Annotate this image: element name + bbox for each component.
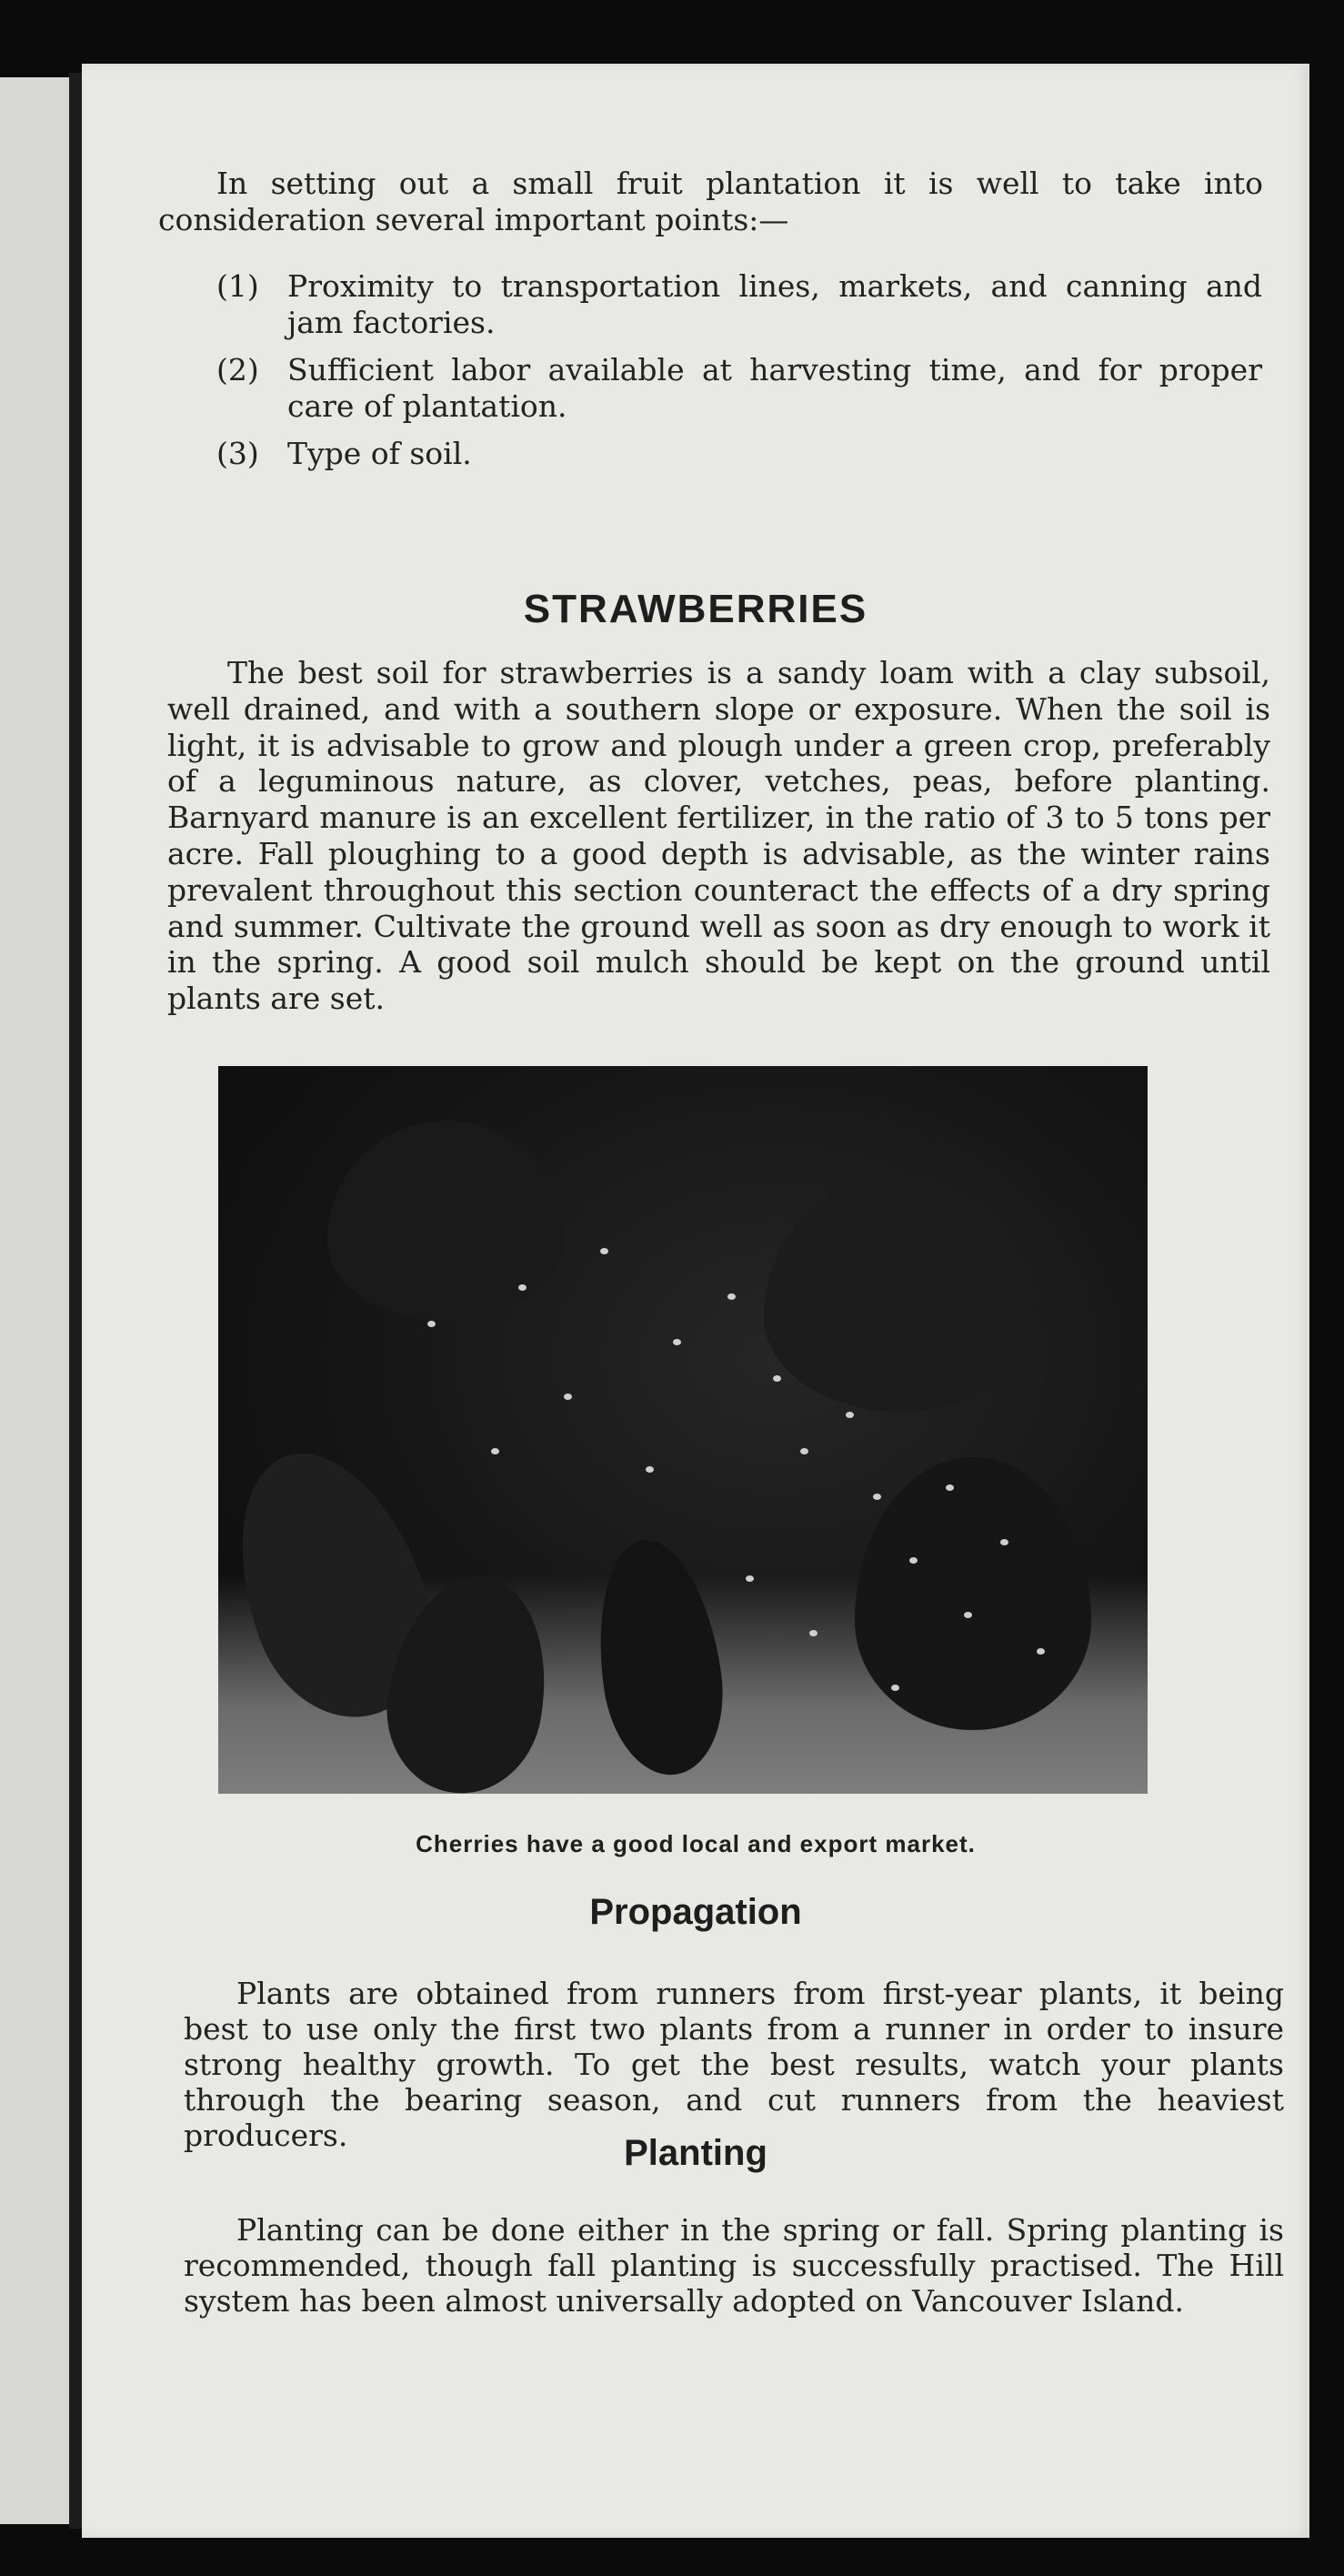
photo-cherry [1037,1648,1045,1655]
photo-leaf [764,1175,1037,1412]
propagation-paragraph: Plants are obtained from runners from first-year plants, it being best to use only the first two plants from a runner in order to insure strong healthy growth. To get the best results, watch your plants through the bearing season, and cut runners from the heaviest producers. [184,1976,1284,2153]
list-item-text: Proximity to transportation lines, markets, and canning and jam factories. [287,268,1262,340]
photo-leaf [327,1121,564,1321]
list-item-text: Type of soil. [287,436,472,471]
document-page [82,64,1309,2538]
photo-cherry [909,1557,918,1564]
photo-cherry [646,1466,654,1473]
photo-leaf [855,1457,1091,1730]
planting-paragraph: Planting can be done either in the spring or fall. Spring planting is recommended, though fall planting is successfully practised. The Hill system has been almost universally adopted on Vancouver Island. [184,2212,1284,2319]
photo-cherry [564,1394,572,1400]
photo-cherry [800,1448,808,1454]
strawberries-heading: STRAWBERRIES [523,587,868,631]
book-spine [69,73,82,2529]
photo-cherry [846,1412,854,1418]
strawberries-paragraph: The best soil for strawberries is a sandy loam with a clay subsoil, well drained, and with a southern slope or exposure. When the soil is light, it is advisable to grow and plough under a green crop, preferably of a leguminous nature, as clover, vetches, peas, before planting. Barnyard manure is an excellent fertilizer, in the ratio of 3 to 5 tons per acre. Fall ploughing to a good depth is advisable, as the winter rains prevalent throughout this section counteract the effects of a dry spring and summer. Cultivate the ground well as soon as dry enough to work it in the spring. A good soil mulch should be kept on the ground until plants are set. [167,655,1270,1017]
photo-cherry [518,1284,527,1291]
list-item-number: (2) [216,352,259,387]
photo-cherry [600,1248,608,1254]
list-item-text: Sufficient labor available at harvesting time, and for proper care of plantation. [287,352,1262,424]
list-item-number: (3) [216,436,259,471]
list-item [216,268,1262,341]
points-list [216,268,1262,483]
photo-cherry [946,1484,954,1491]
photo-cherry [746,1575,754,1582]
intro-paragraph: In setting out a small fruit plantation it is well to take into consideration several important points:— [158,166,1263,237]
cherry-tree-photo [218,1066,1148,1794]
propagation-heading: Propagation [589,1892,802,1932]
photo-cherry [873,1494,881,1500]
list-item-number: (1) [216,268,259,304]
photo-cherry [891,1685,899,1691]
photo-cherry [427,1321,436,1327]
list-item [216,352,1262,425]
photo-cherry [964,1612,972,1618]
photo-cherry [727,1293,736,1300]
facing-page-edge [0,77,73,2524]
photo-cherry [673,1339,681,1345]
photo-cherry [491,1448,499,1454]
list-item [216,436,1262,472]
photo-caption: Cherries have a good local and export market. [416,1830,976,1857]
planting-heading: Planting [624,2133,767,2173]
photo-cherry [809,1630,817,1636]
photo-cherry [773,1375,781,1382]
photo-cherry [1000,1539,1008,1545]
